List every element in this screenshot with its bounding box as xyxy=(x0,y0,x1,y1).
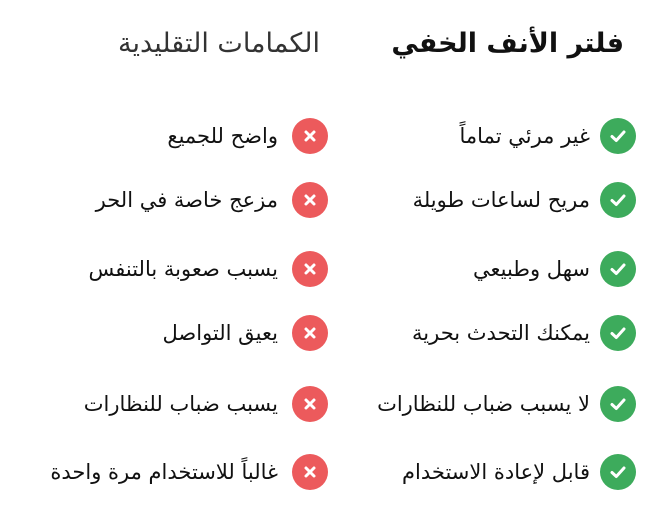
pro-item xyxy=(412,313,636,353)
con-label: غالباً للاستخدام مرة واحدة xyxy=(50,460,278,484)
pro-label: سهل وطبيعي xyxy=(472,257,590,281)
con-item xyxy=(163,313,329,353)
cross-icon xyxy=(292,315,328,351)
invisible-nose-filter-title: فلتر الأنف الخفي xyxy=(391,28,624,59)
check-icon xyxy=(600,386,636,422)
cross-icon xyxy=(292,251,328,287)
check-icon xyxy=(600,454,636,490)
cross-icon xyxy=(292,454,328,490)
check-icon xyxy=(600,315,636,351)
pro-label: قابل لإعادة الاستخدام xyxy=(402,460,590,484)
con-label: يعيق التواصل xyxy=(162,321,278,345)
con-item xyxy=(167,116,328,156)
con-label: يسبب صعوبة بالتنفس xyxy=(88,257,278,281)
pro-label: يمكنك التحدث بحرية xyxy=(412,321,590,345)
pro-item xyxy=(473,249,636,289)
con-item xyxy=(84,384,328,424)
cross-icon xyxy=(292,386,328,422)
cross-icon xyxy=(292,118,328,154)
check-icon xyxy=(600,118,636,154)
cross-icon xyxy=(292,182,328,218)
check-icon xyxy=(600,251,636,287)
pro-item xyxy=(413,180,636,220)
pro-item xyxy=(402,452,636,492)
pro-label: مريح لساعات طويلة xyxy=(412,188,590,212)
pro-label: لا يسبب ضباب للنظارات xyxy=(377,392,590,416)
con-item xyxy=(88,249,328,289)
con-item xyxy=(96,180,328,220)
pro-label: غير مرئي تماماً xyxy=(459,124,590,148)
con-item xyxy=(50,452,328,492)
pro-item xyxy=(460,116,636,156)
traditional-masks-title: الكمامات التقليدية xyxy=(118,28,320,59)
con-label: واضح للجميع xyxy=(167,124,278,148)
check-icon xyxy=(600,182,636,218)
con-label: مزعج خاصة في الحر xyxy=(95,188,278,212)
con-label: يسبب ضباب للنظارات xyxy=(83,392,278,416)
pro-item xyxy=(377,384,636,424)
